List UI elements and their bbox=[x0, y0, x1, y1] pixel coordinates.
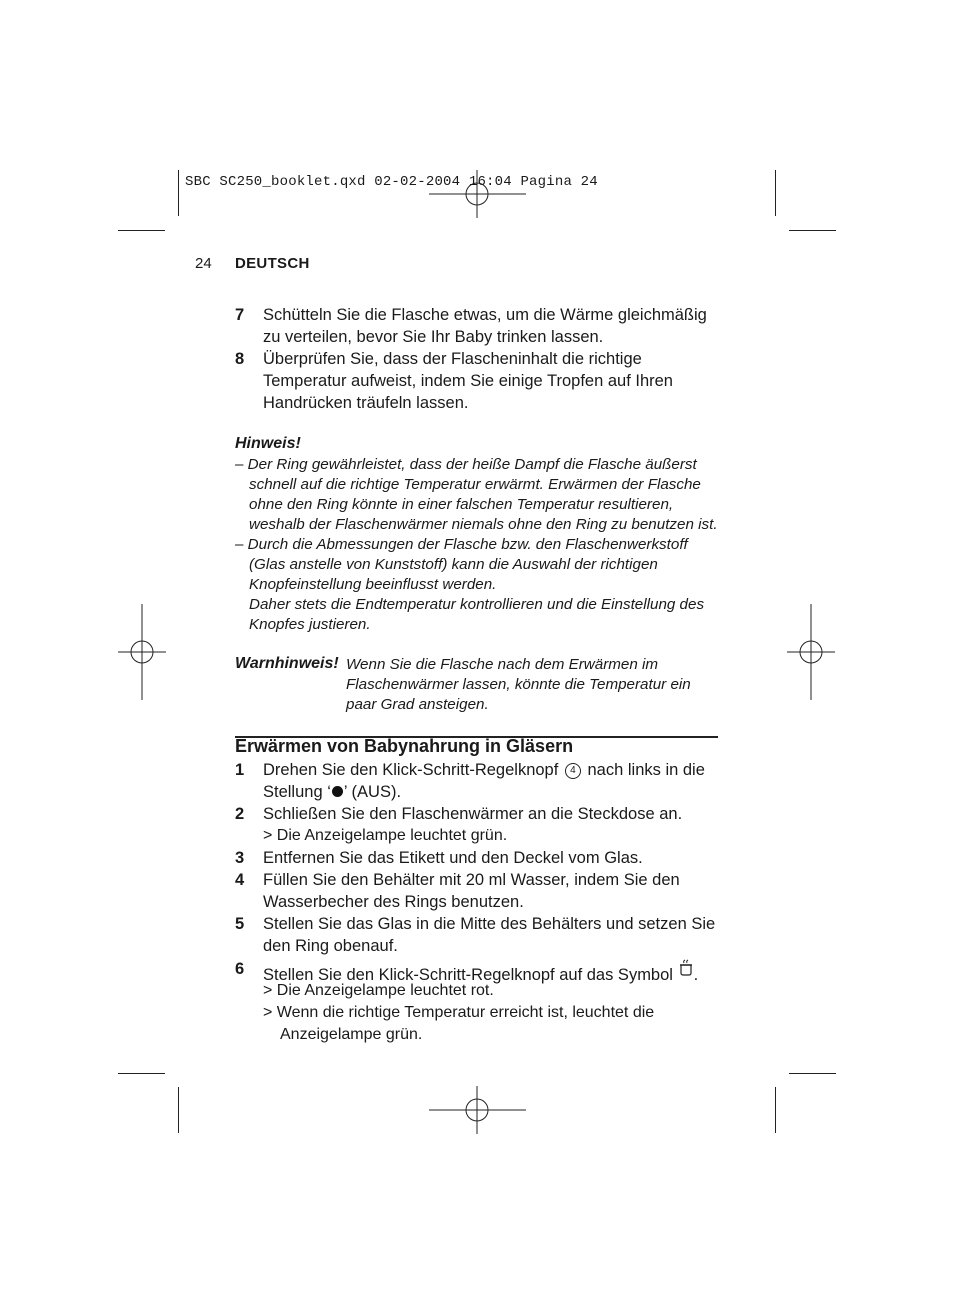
step-text: Stellen Sie das Glas in die Mitte des Behälters und setzen Sie bbox=[263, 915, 716, 933]
step-text: Füllen Sie den Behälter mit 20 ml Wasser, indem Sie den bbox=[263, 871, 680, 889]
step-number: 1 bbox=[235, 761, 245, 779]
step-text: Temperatur aufweist, indem Sie einige Tropfen auf Ihren bbox=[263, 372, 673, 390]
step-number: 8 bbox=[235, 350, 245, 368]
step-number: 5 bbox=[235, 915, 245, 933]
hinweis-line: ohne den Ring könnte in einer falschen Temperatur resultieren, bbox=[249, 496, 674, 513]
step-text: Überprüfen Sie, dass der Flascheninhalt die richtige bbox=[263, 350, 642, 368]
registration-mark-icon bbox=[118, 604, 166, 700]
hinweis-line: (Glas anstelle von Kunststoff) kann die Auswahl der richtigen bbox=[249, 556, 658, 573]
registration-mark-icon bbox=[787, 604, 835, 700]
warnhinweis-title: Warnhinweis! bbox=[235, 655, 339, 672]
step-number: 4 bbox=[235, 871, 245, 889]
step-text: Handrücken träufeln lassen. bbox=[263, 394, 469, 412]
step-result: Anzeigelampe grün. bbox=[280, 1026, 423, 1043]
step-text: Wasserbecher des Rings benutzen. bbox=[263, 893, 524, 911]
step-number: 6 bbox=[235, 960, 245, 978]
step-text: Schütteln Sie die Flasche etwas, um die Wärme gleichmäßig bbox=[263, 306, 707, 324]
step-text: Stellung ‘ ’ (AUS). bbox=[263, 783, 402, 801]
step-text: Drehen Sie den Klick-Schritt-Regelknopf 4 nach links in die bbox=[263, 761, 705, 779]
section-title: Erwärmen von Babynahrung in Gläsern bbox=[235, 736, 574, 756]
step-result: > Die Anzeigelampe leuchtet grün. bbox=[263, 827, 508, 844]
hinweis-line: – Durch die Abmessungen der Flasche bzw. den Flaschenwerkstoff bbox=[235, 536, 688, 553]
warnhinweis-line: Flaschenwärmer lassen, könnte die Temperatur ein bbox=[346, 676, 691, 693]
step-result: > Die Anzeigelampe leuchtet rot. bbox=[263, 982, 494, 999]
registration-mark-icon bbox=[429, 1086, 527, 1134]
hinweis-line: weshalb der Flaschenwärmer niemals ohne den Ring zu benutzen ist. bbox=[249, 516, 718, 533]
knob-position-4-icon: 4 bbox=[565, 763, 581, 779]
step-number: 2 bbox=[235, 805, 245, 823]
page-number: 24 bbox=[195, 255, 212, 272]
hinweis-line: schnell auf die richtige Temperatur erwärmt. Erwärmen der Flasche bbox=[249, 476, 701, 493]
step-text: Entfernen Sie das Etikett und den Deckel vom Glas. bbox=[263, 849, 643, 867]
off-dot-icon bbox=[332, 786, 343, 797]
warnhinweis-line: Wenn Sie die Flasche nach dem Erwärmen im bbox=[346, 656, 659, 673]
hinweis-title: Hinweis! bbox=[235, 435, 301, 452]
step-number: 7 bbox=[235, 306, 245, 324]
language-heading: DEUTSCH bbox=[235, 255, 310, 272]
hinweis-line: Knopfes justieren. bbox=[249, 616, 371, 633]
step-number: 3 bbox=[235, 849, 245, 867]
hinweis-line: Daher stets die Endtemperatur kontrollieren und die Einstellung des bbox=[249, 596, 705, 613]
step-result: > Wenn die richtige Temperatur erreicht ist, leuchtet die bbox=[263, 1004, 655, 1021]
step-text: den Ring obenauf. bbox=[263, 937, 398, 955]
file-slug: SBC SC250_booklet.qxd 02-02-2004 16:04 Pagina 24 bbox=[185, 174, 598, 190]
step-text: zu verteilen, bevor Sie Ihr Baby trinken lassen. bbox=[263, 328, 604, 346]
warnhinweis-line: paar Grad ansteigen. bbox=[346, 696, 489, 713]
hinweis-line: – Der Ring gewährleistet, dass der heiße Dampf die Flasche äußerst bbox=[235, 456, 697, 473]
hinweis-line: Knopfeinstellung beeinflusst werden. bbox=[249, 576, 497, 593]
step-text: Schließen Sie den Flaschenwärmer an die Steckdose an. bbox=[263, 805, 683, 823]
step-text: Stellen Sie den Klick-Schritt-Regelknopf auf das Symbol . bbox=[263, 958, 698, 986]
baby-food-jar-icon bbox=[678, 958, 694, 976]
